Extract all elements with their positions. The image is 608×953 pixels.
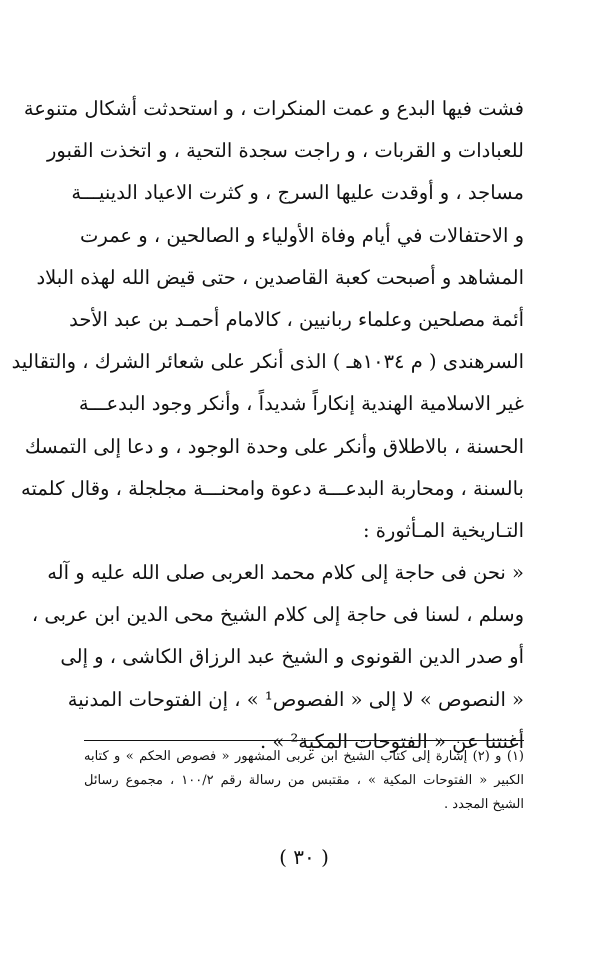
text-line: للعبادات و القربات ، و راجت سجدة التحية ، و اتخذت القبور bbox=[46, 139, 524, 163]
text-line: مساجد ، و أوقدت عليها السرج ، و كثرت الاعياد الدينيـــة bbox=[71, 181, 524, 205]
page-number: ( ٣٠ ) bbox=[279, 845, 329, 869]
footnote-line: (١) و (٢) إشارة إلى كتاب الشيخ ابن عربى المشهور « فصوص الحكم » و كتابه bbox=[84, 749, 524, 764]
quote-line: « النصوص » لا إلى « الفصوص¹ » ، إن الفتوحات المدنية bbox=[67, 687, 524, 711]
footnotes bbox=[84, 745, 524, 817]
quote-line: أو صدر الدين القونوى و الشيخ عبد الرزاق الكاشى ، و إلى bbox=[60, 645, 524, 669]
text-line: أئمة مصلحين وعلماء ربانيين ، كالامام أحمـد بن عبد الأحد bbox=[69, 307, 524, 331]
text-line: السرهندى ( م ١٠٣٤هـ ) الذى أنكر على شعائر الشرك ، والتقاليد bbox=[11, 350, 524, 374]
quote-line: وسلم ، لسنا فى حاجة إلى كلام الشيخ محى الدين ابن عربى ، bbox=[31, 603, 524, 627]
quote-line: أغنتنا عن « الفتوحات المكية² » . bbox=[259, 729, 524, 753]
text-line: المشاهد و أصبحت كعبة القاصدين ، حتى قيض الله لهذه البلاد bbox=[36, 265, 524, 289]
text-line: بالسنة ، ومحاربة البدعـــة دعوة وامحنـــة مجلجلة ، وقال كلمته bbox=[21, 476, 524, 500]
text-line: التـاريخية المـأثورة : bbox=[362, 518, 524, 542]
text-line: و الاحتفالات في أيام وفاة الأولياء و الصالحين ، و عمرت bbox=[79, 223, 524, 247]
text-line: غير الاسلامية الهندية إنكاراً شديداً ، وأنكر وجود البدعـــة bbox=[78, 392, 524, 416]
footnote-line: الشيخ المجدد . bbox=[444, 797, 524, 812]
quote-line: « نحن فى حاجة إلى كلام محمد العربى صلى الله عليه و آله bbox=[47, 561, 524, 585]
text-line: الحسنة ، بالاطلاق وأنكر على وحدة الوجود ، و دعا إلى التمسك bbox=[24, 434, 524, 458]
footnote-line: الكبير « الفتوحات المكية » ، مقتبس من رسالة رقم ١٠٠/٢ ، مجموع رسائل bbox=[84, 773, 525, 788]
text-line: فشت فيها البدع و عمت المنكرات ، و استحدثت أشكال متنوعة bbox=[23, 97, 524, 120]
footnote-rule bbox=[84, 740, 524, 741]
main-text bbox=[11, 88, 524, 763]
